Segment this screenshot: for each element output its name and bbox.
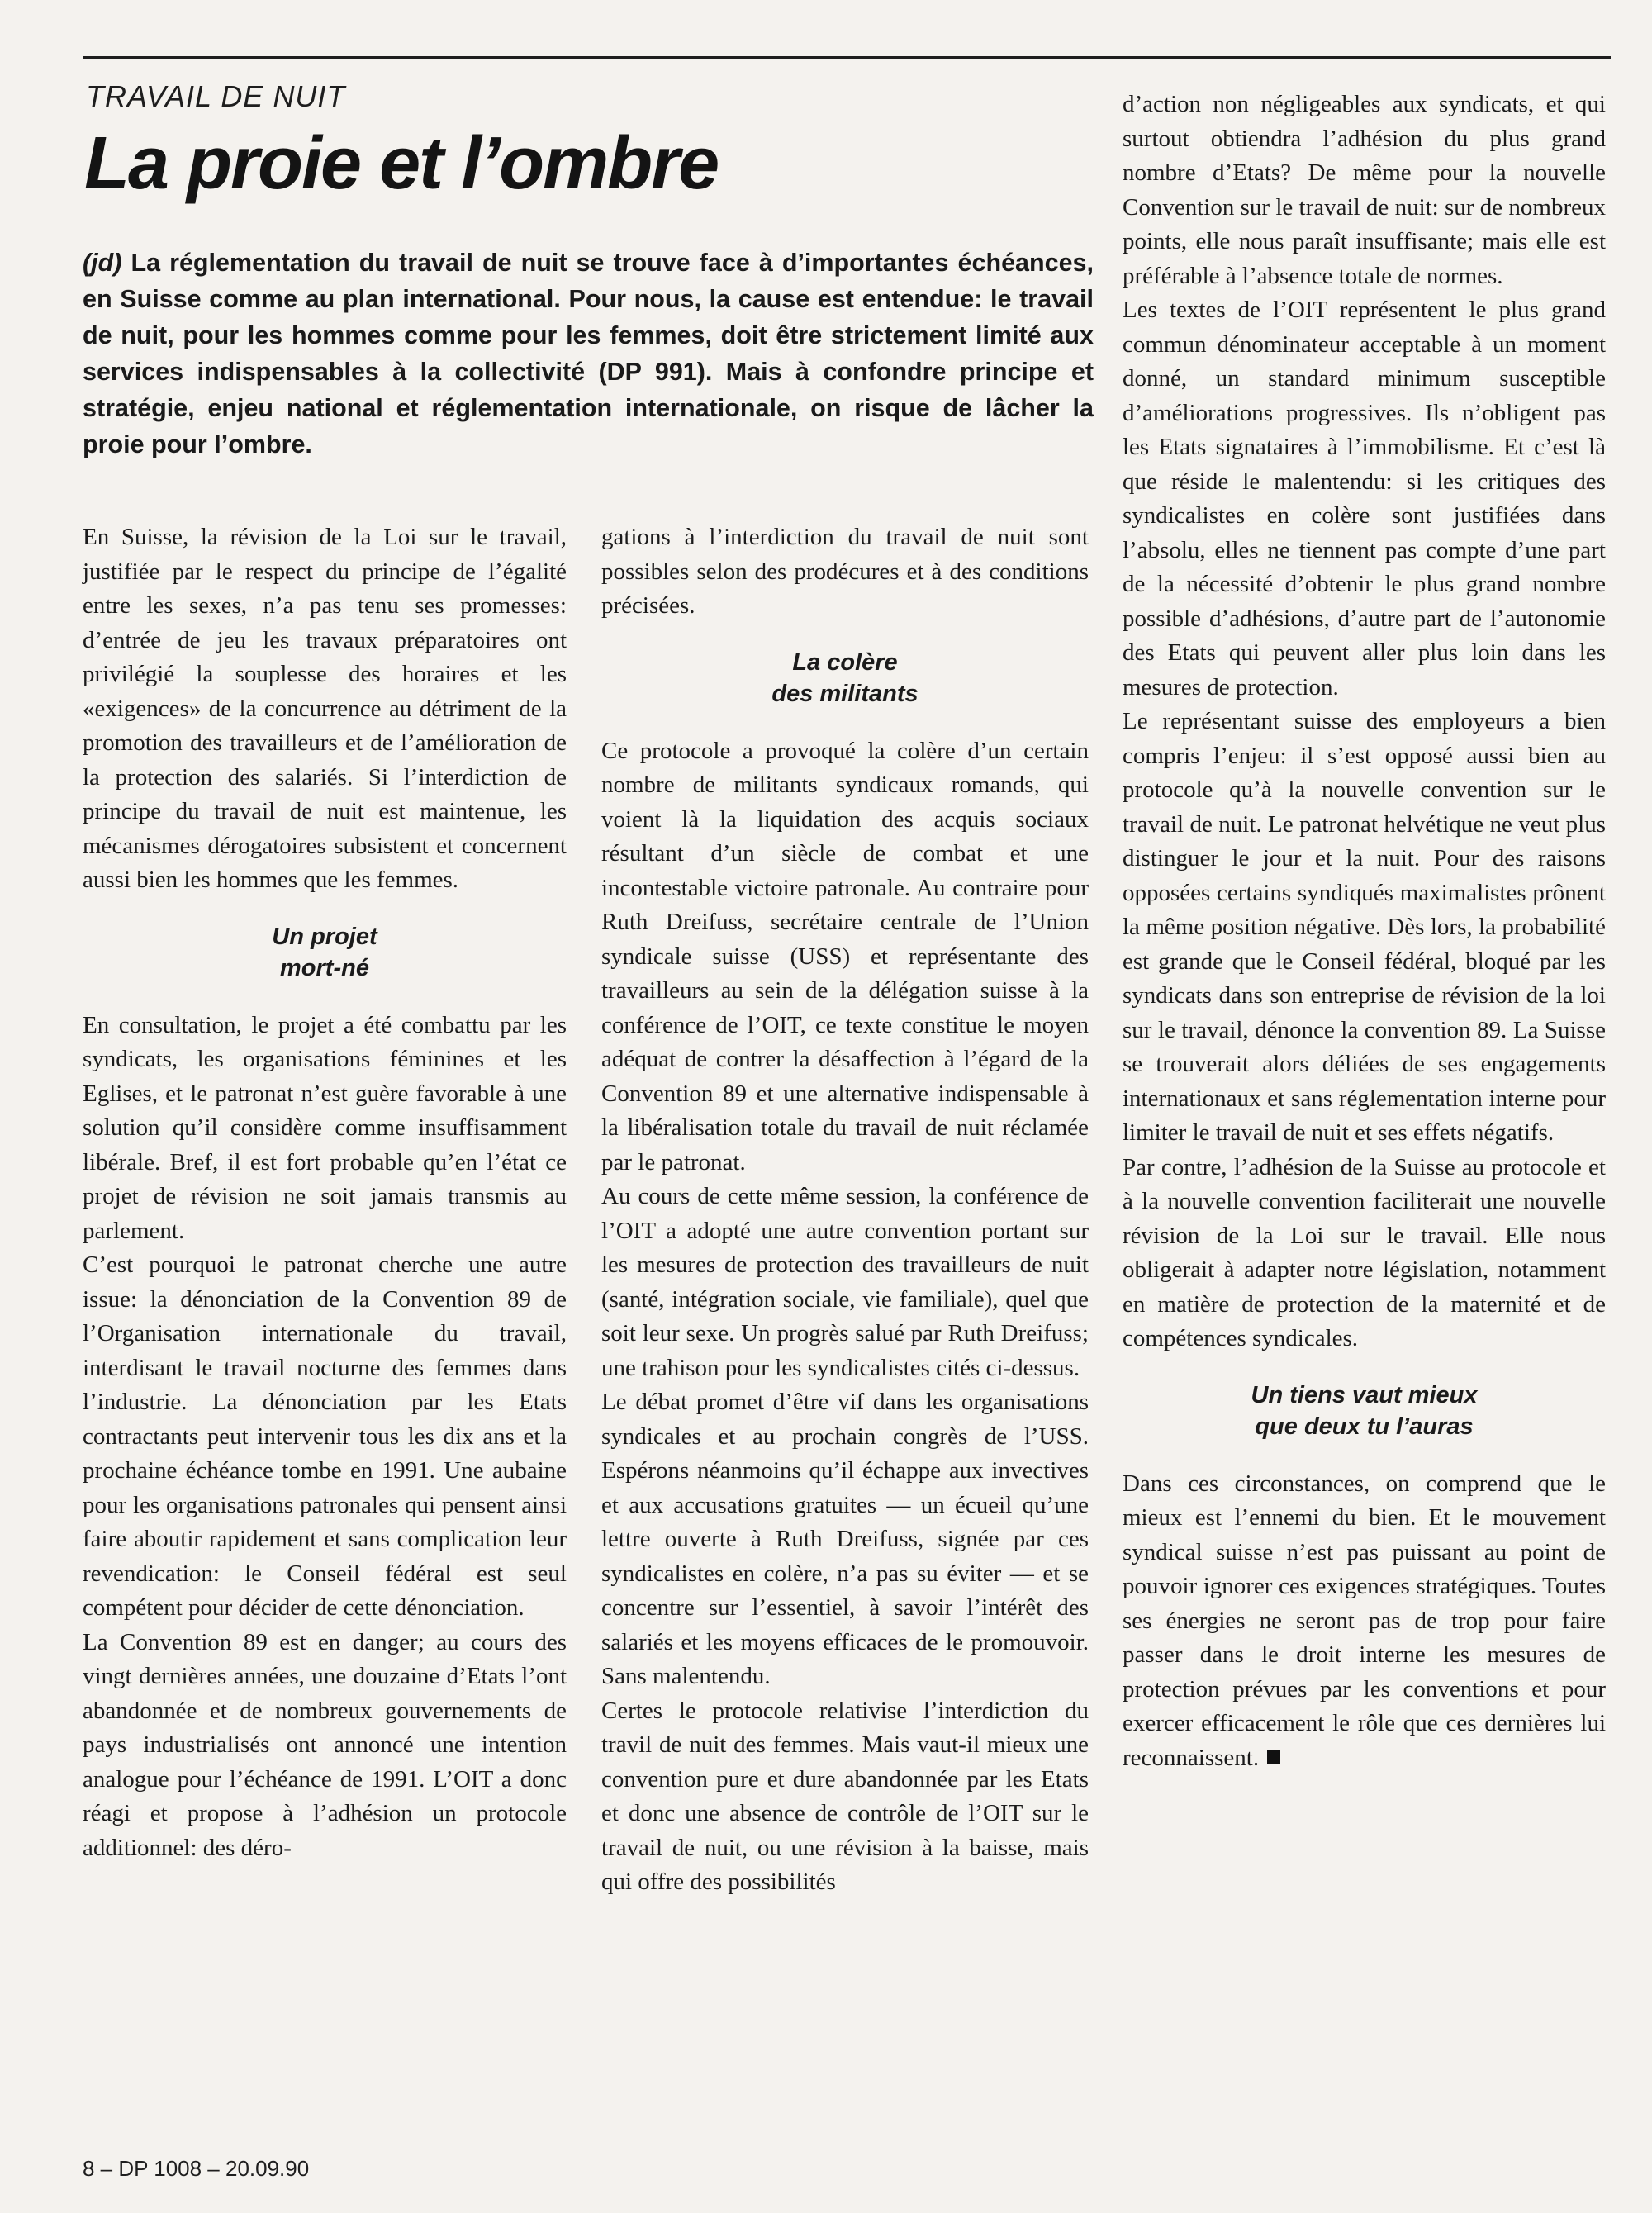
paragraph: Certes le protocole relativise l’interdiction du travil de nuit des femmes. Mais vaut-il mieux une convention pure et dure abandonnée par les Etats et donc une absence de contrôle de l’OIT sur le travail de nuit, ou une révision à la baisse, mais qui offre des possibilités: [601, 1697, 1089, 1895]
subheading-line: que deux tu l’auras: [1255, 1413, 1474, 1440]
subheading-line: La colère: [792, 648, 898, 676]
article-lead: [83, 245, 1094, 463]
subheading-line: mort-né: [280, 954, 369, 981]
final-text: Dans ces circonstances, on comprend que le mieux est l’ennemi du bien. Et le mouvement syndical suisse n’est pas puissant au point de pouvoir ignorer ces exigences stratégiques. Toutes ses énergies ne seront pas de trop pour faire passer dans le droit interne les mesures de protection prévues par les conventions et pour exercer efficacement le rôle que ces dernières lui reconnaissent.: [1123, 1470, 1606, 1771]
lead-signature: (jd): [83, 249, 122, 277]
subheading-line: Un projet: [272, 923, 377, 950]
subheading-tiens-vaut-mieux: [1123, 1380, 1606, 1442]
paragraph: Ce protocole a provoqué la colère d’un certain nombre de militants syndicaux romands, qui voient là la liquidation des acquis sociaux résultant d’un siècle de combat et une incontestable victoire patronale. Au contraire pour Ruth Dreifuss, secrétaire centrale de l’Union syndicale suisse (USS) et représentante des travailleurs au sein de la délégation suisse à la conférence de l’OIT, ce texte constitue le moyen adéquat de contrer la désaffection à l’égard de la Convention 89 et une alternative indispensable à la libéralisation totale du travail de nuit réclamée par le patronat.: [601, 737, 1089, 1175]
subheading-line: Un tiens vaut mieux: [1251, 1381, 1478, 1408]
paragraph: Au cours de cette même session, la conférence de l’OIT a adopté une autre convention portant sur les mesures de protection des travailleurs de nuit (santé, intégration sociale, vie familiale), quel que soit leur sexe. Un progrès salué par Ruth Dreifuss; une trahison pour les syndicalistes cités ci-dessus.: [601, 1183, 1089, 1381]
page-footer: 8 – DP 1008 – 20.09.90: [83, 2156, 310, 2181]
end-mark-icon: [1267, 1750, 1280, 1764]
column-3: [1123, 88, 1606, 1775]
paragraph: La Convention 89 est en danger; au cours des vingt dernières années, une douzaine d’Etats l’ont abandonnée et de nombreux gouvernements de pays industrialisés ont annoncé une intention analogue pour l’échéance de 1991. L’OIT a donc réagi et propose à l’adhésion un protocole additionnel: des déro-: [83, 1628, 567, 1861]
subheading-projet-mort-ne: [83, 921, 567, 984]
lead-text: La réglementation du travail de nuit se trouve face à d’importantes échéances, en Suisse comme au plan international. Pour nous, la cause est entendue: le travail de nuit, pour les hommes comme pour les femmes, doit être strictement limité aux services indispensables à la collectivité (DP 991). Mais à confondre principe et stratégie, enjeu national et réglementation internationale, on risque de lâcher la proie pour l’ombre.: [83, 249, 1094, 458]
column-2: [601, 520, 1089, 1900]
paragraph: Par contre, l’adhésion de la Suisse au protocole et à la nouvelle convention faciliterait une nouvelle révision de la Loi sur le travail. Elle nous obligerait à adapter notre législation, notamment en matière de protection de la maternité et de compétences syndicales.: [1123, 1153, 1606, 1351]
subheading-line: des militants: [771, 680, 919, 707]
paragraph: C’est pourquoi le patronat cherche une autre issue: la dénonciation de la Convention 89 de l’Organisation internationale du travail, interdisant le travail nocturne des femmes dans l’industrie. La dénonciation par les Etats contractants peut intervenir tous les dix ans et la prochaine échéance tombe en 1991. Une aubaine pour les organisations patronales qui pensent ainsi faire aboutir rapidement et sans complication leur revendication: le Conseil fédéral est seul compétent pour décider de cette dénonciation.: [83, 1251, 567, 1621]
subheading-colere-militants: [601, 647, 1089, 710]
article-headline: La proie et l’ombre: [84, 122, 719, 205]
top-rule: [83, 56, 1611, 59]
paragraph: En consultation, le projet a été combattu par les syndicats, les organisations féminines et les Eglises, et le patronat n’est guère favorable à une solution qu’il considère comme insuffisamment libérale. Bref, il est fort probable qu’en l’état ce projet de révision ne soit jamais transmis au parlement.: [83, 1011, 567, 1244]
paragraph: gations à l’interdiction du travail de nuit sont possibles selon des prodécures et à des conditions précisées.: [601, 524, 1089, 619]
paragraph: Le représentant suisse des employeurs a bien compris l’enjeu: il s’est opposé aussi bien au protocole qu’à la nouvelle convention sur le travail de nuit. Le patronat helvétique ne veut plus distinguer le jour et la nuit. Pour des raisons opposées certains syndiqués maximalistes prônent la même position négative. Dès lors, la probabilité est grande que le Conseil fédéral, bloqué par les syndicats dans son entreprise de révision de la loi sur le travail, dénonce la convention 89. La Suisse se trouverait alors déliées de ses engagements internationaux et sans réglementation interne pour limiter le travail de nuit et ses effets négatifs.: [1123, 708, 1606, 1146]
paragraph: Le débat promet d’être vif dans les organisations syndicales et au prochain congrès de l’USS. Espérons néanmoins qu’il échappe aux invectives et aux accusations gratuites — un écueil qu’une lettre ouverte à Ruth Dreifuss, signée par ces syndicalistes en colère, n’a pas su éviter — et se concentre sur l’essentiel, à savoir l’intérêt des salariés et les moyens efficaces de le promouvoir. Sans malentendu.: [601, 1389, 1089, 1689]
column-1: [83, 520, 567, 1865]
section-kicker: TRAVAIL DE NUIT: [86, 79, 346, 113]
paragraph: Les textes de l’OIT représentent le plus grand commun dénominateur acceptable à un moment donné, un standard minimum susceptible d’améliorations progressives. Ils n’obligent pas les Etats signataires à l’immobilisme. Et c’est là que réside le malentendu: si les critiques des syndicalistes en colère sont justifiées dans l’absolu, elles ne tiennent pas compte d’une part de la nécessité d’obtenir le plus grand nombre possible d’adhésions, d’autre part de l’autonomie des Etats qui peuvent aller plus loin dans les mesures de protection.: [1123, 297, 1606, 700]
paragraph: d’action non négligeables aux syndicats, et qui surtout obtiendra l’adhésion du plus grand nombre d’Etats? De même pour la nouvelle Convention sur le travail de nuit: sur de nombreux points, elle nous paraît insuffisante; mais elle est préférable à l’absence totale de normes.: [1123, 91, 1606, 289]
paragraph: En Suisse, la révision de la Loi sur le travail, justifiée par le respect du principe de l’égalité entre les sexes, n’a pas tenu ses promesses: d’entrée de jeu les travaux préparatoires ont privilégié la souplesse des horaires et les «exigences» de la concurrence au détriment de la promotion des travailleurs et de l’amélioration de la protection des salariés. Si l’interdiction de principe du travail de nuit est maintenue, les mécanismes dérogatoires subsistent et concernent aussi bien les hommes que les femmes.: [83, 524, 567, 893]
paragraph-final: [1123, 1467, 1606, 1776]
